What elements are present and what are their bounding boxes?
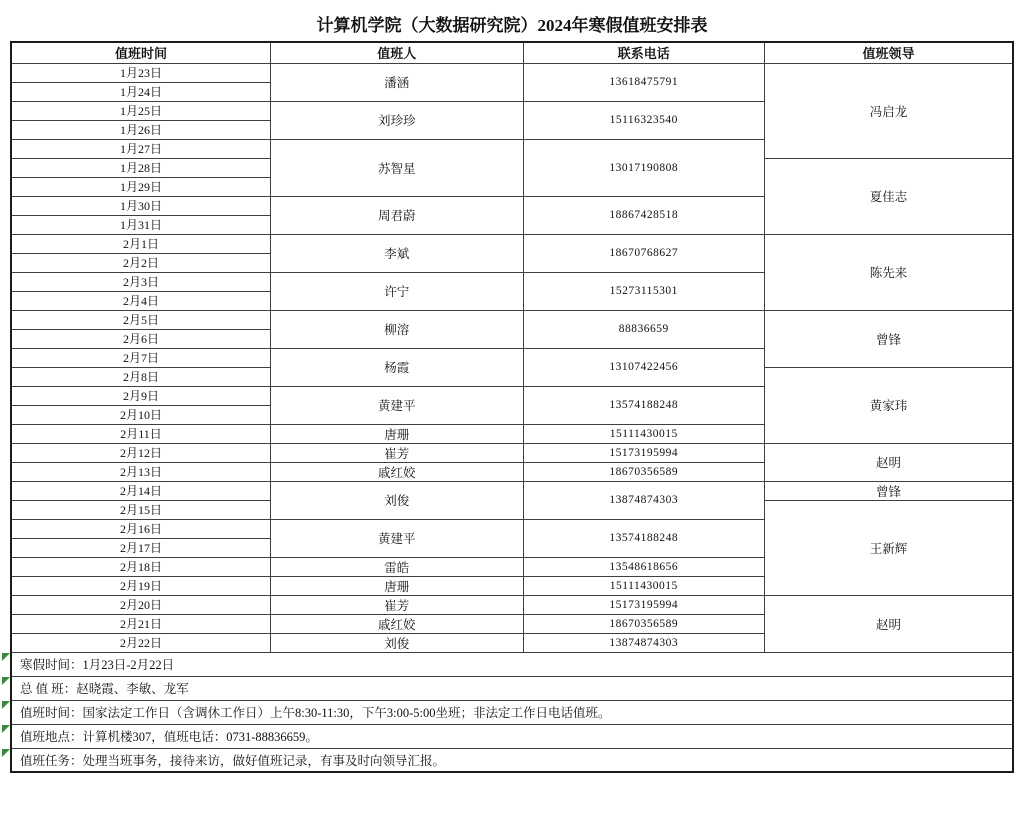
duty-date-cell: 2月15日 (11, 500, 271, 519)
contact-phone-cell: 13874874303 (523, 633, 764, 652)
duty-person-cell: 崔芳 (271, 443, 524, 462)
duty-date-cell: 2月4日 (11, 291, 271, 310)
duty-date-cell: 2月9日 (11, 386, 271, 405)
duty-leader-cell: 冯启龙 (764, 63, 1013, 158)
duty-date-cell: 2月1日 (11, 234, 271, 253)
duty-date-cell: 1月26日 (11, 120, 271, 139)
duty-date-cell: 2月3日 (11, 272, 271, 291)
duty-person-cell: 戚红姣 (271, 462, 524, 481)
header-row (11, 42, 1013, 63)
duty-person-cell: 周君蔚 (271, 196, 524, 234)
duty-person-cell: 苏智星 (271, 139, 524, 196)
duty-person-cell: 潘涵 (271, 63, 524, 101)
duty-person-cell: 戚红姣 (271, 614, 524, 633)
note-text: 总 值 班：赵晓霞、李敏、龙军 (20, 682, 189, 696)
duty-person-cell: 唐珊 (271, 424, 524, 443)
duty-leader-cell: 夏佳志 (764, 158, 1013, 234)
duty-leader-cell: 曾锋 (764, 481, 1013, 500)
note-cell (11, 748, 1013, 772)
cell-flag-icon (2, 749, 10, 757)
contact-phone-cell: 13017190808 (523, 139, 764, 196)
duty-date-cell: 2月14日 (11, 481, 271, 500)
cell-flag-icon (2, 725, 10, 733)
cell-flag-icon (2, 701, 10, 709)
contact-phone-cell: 15116323540 (523, 101, 764, 139)
duty-date-cell: 2月21日 (11, 614, 271, 633)
duty-roster-sheet (10, 10, 1014, 773)
duty-date-cell: 2月20日 (11, 595, 271, 614)
duty-person-cell: 崔芳 (271, 595, 524, 614)
contact-phone-cell: 13874874303 (523, 481, 764, 519)
duty-person-cell: 黄建平 (271, 386, 524, 424)
contact-phone-cell: 13618475791 (523, 63, 764, 101)
duty-date-cell: 2月5日 (11, 310, 271, 329)
duty-date-cell: 1月29日 (11, 177, 271, 196)
duty-date-cell: 2月8日 (11, 367, 271, 386)
note-cell (11, 724, 1013, 748)
duty-date-cell: 2月2日 (11, 253, 271, 272)
table-row (11, 63, 1013, 82)
duty-date-cell: 2月22日 (11, 633, 271, 652)
duty-leader-cell: 曾锋 (764, 310, 1013, 367)
roster-header (11, 42, 1013, 63)
duty-person-cell: 杨霞 (271, 348, 524, 386)
note-cell (11, 652, 1013, 676)
contact-phone-cell: 13107422456 (523, 348, 764, 386)
duty-leader-cell: 王新辉 (764, 500, 1013, 595)
duty-date-cell: 2月13日 (11, 462, 271, 481)
contact-phone-cell: 15111430015 (523, 424, 764, 443)
duty-person-cell: 唐珊 (271, 576, 524, 595)
duty-person-cell: 李斌 (271, 234, 524, 272)
contact-phone-cell: 13548618656 (523, 557, 764, 576)
roster-body (11, 63, 1013, 652)
duty-date-cell: 1月24日 (11, 82, 271, 101)
table-row (11, 443, 1013, 462)
duty-date-cell: 1月31日 (11, 215, 271, 234)
notes-body (11, 652, 1013, 772)
note-row (11, 652, 1013, 676)
duty-date-cell: 2月17日 (11, 538, 271, 557)
note-row (11, 676, 1013, 700)
note-text: 值班地点：计算机楼307，值班电话：0731-88836659。 (20, 730, 318, 744)
duty-leader-cell: 赵明 (764, 443, 1013, 481)
note-text: 寒假时间：1月23日-2月22日 (20, 658, 175, 672)
duty-date-cell: 2月18日 (11, 557, 271, 576)
column-header-duty-leader: 值班领导 (764, 42, 1013, 63)
note-cell (11, 676, 1013, 700)
duty-date-cell: 1月23日 (11, 63, 271, 82)
duty-leader-cell: 陈先来 (764, 234, 1013, 310)
duty-date-cell: 2月7日 (11, 348, 271, 367)
note-text: 值班时间：国家法定工作日（含调休工作日）上午8:30-11:30，下午3:00-5:00坐班；非法定工作日电话值班。 (20, 706, 611, 720)
duty-person-cell: 雷皓 (271, 557, 524, 576)
note-row (11, 724, 1013, 748)
contact-phone-cell: 15173195994 (523, 443, 764, 462)
table-row (11, 595, 1013, 614)
duty-leader-cell: 赵明 (764, 595, 1013, 652)
page-title: 计算机学院（大数据研究院）2024年寒假值班安排表 (316, 16, 708, 35)
contact-phone-cell: 18670356589 (523, 462, 764, 481)
duty-date-cell: 2月11日 (11, 424, 271, 443)
duty-date-cell: 2月19日 (11, 576, 271, 595)
cell-flag-icon (2, 653, 10, 661)
contact-phone-cell: 15173195994 (523, 595, 764, 614)
duty-date-cell: 1月28日 (11, 158, 271, 177)
duty-person-cell: 许宁 (271, 272, 524, 310)
column-header-duty-person: 值班人 (271, 42, 524, 63)
contact-phone-cell: 18867428518 (523, 196, 764, 234)
contact-phone-cell: 18670356589 (523, 614, 764, 633)
duty-date-cell: 2月6日 (11, 329, 271, 348)
note-text: 值班任务：处理当班事务，接待来访，做好值班记录，有事及时向领导汇报。 (20, 753, 446, 768)
note-row (11, 748, 1013, 772)
column-header-duty-time: 值班时间 (11, 42, 271, 63)
duty-person-cell: 刘俊 (271, 633, 524, 652)
note-cell (11, 700, 1013, 724)
column-header-contact-phone: 联系电话 (523, 42, 764, 63)
cell-flag-icon (2, 677, 10, 685)
duty-person-cell: 柳溶 (271, 310, 524, 348)
duty-date-cell: 1月25日 (11, 101, 271, 120)
table-row (11, 234, 1013, 253)
duty-person-cell: 黄建平 (271, 519, 524, 557)
table-row (11, 310, 1013, 329)
contact-phone-cell: 18670768627 (523, 234, 764, 272)
contact-phone-cell: 13574188248 (523, 386, 764, 424)
contact-phone-cell: 15111430015 (523, 576, 764, 595)
note-row (11, 700, 1013, 724)
duty-date-cell: 1月30日 (11, 196, 271, 215)
duty-person-cell: 刘珍珍 (271, 101, 524, 139)
contact-phone-cell: 88836659 (523, 310, 764, 348)
duty-date-cell: 2月12日 (11, 443, 271, 462)
duty-date-cell: 1月27日 (11, 139, 271, 158)
duty-person-cell: 刘俊 (271, 481, 524, 519)
duty-roster-table (10, 41, 1014, 773)
contact-phone-cell: 15273115301 (523, 272, 764, 310)
table-row (11, 481, 1013, 500)
duty-date-cell: 2月16日 (11, 519, 271, 538)
duty-date-cell: 2月10日 (11, 405, 271, 424)
duty-leader-cell: 黄家玮 (764, 367, 1013, 443)
contact-phone-cell: 13574188248 (523, 519, 764, 557)
